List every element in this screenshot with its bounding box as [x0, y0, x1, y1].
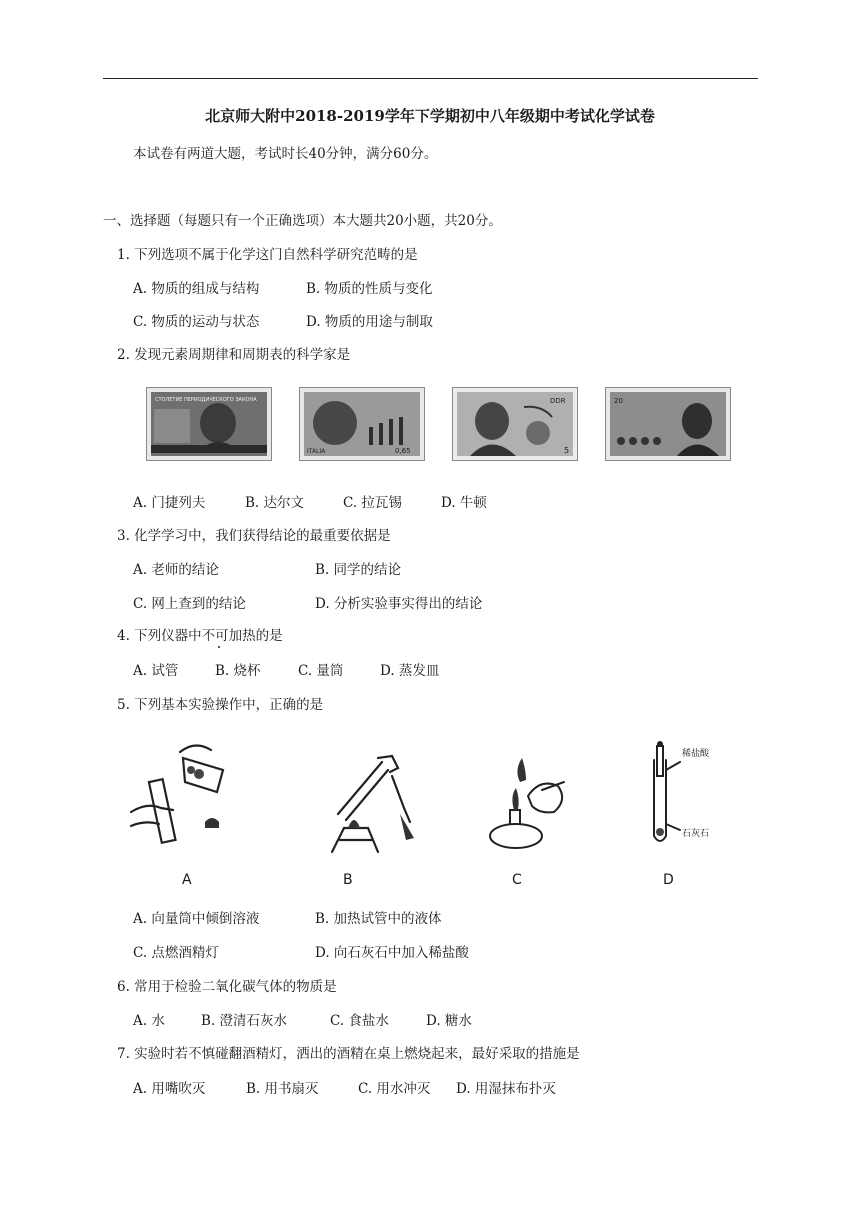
option: C. 量筒: [298, 663, 344, 679]
option: A. 水: [133, 1013, 165, 1029]
figure-a-pouring: [125, 740, 245, 850]
question-stem: 2. 发现元素周期律和周期表的科学家是: [117, 347, 351, 363]
option: A. 试管: [133, 663, 179, 679]
option: D. 用湿抹布扑灭: [456, 1081, 556, 1097]
option: B. 物质的性质与变化: [306, 281, 433, 297]
stamp-caption: СТОЛЕТИЕ ПЕРИОДИЧЕСКОГО ЗАКОНА: [155, 397, 257, 403]
option: B. 烧杯: [215, 663, 261, 679]
stamp-country: ITALIA: [307, 448, 326, 455]
option: B. 澄清石灰水: [201, 1013, 288, 1029]
option: D. 向石灰石中加入稀盐酸: [315, 945, 469, 961]
stamp-darwin: [299, 387, 425, 461]
stamp-newton: [605, 387, 731, 461]
figure-d-acid-limestone: [640, 740, 730, 852]
figure-label-a: A: [182, 872, 192, 888]
emphasis-dot: [218, 646, 220, 648]
figure-b-heating: [318, 748, 428, 854]
stamp-value: 0,65: [395, 447, 411, 455]
stamp-lavoisier: [452, 387, 578, 461]
option: D. 牛顿: [441, 495, 487, 511]
option: A. 物质的组成与结构: [133, 281, 260, 297]
stamp-mendeleev: [146, 387, 272, 461]
intro-text: 本试卷有两道大题，考试时长40分钟，满分60分。: [133, 146, 438, 162]
figure-label-c: C: [512, 872, 522, 888]
option: A. 用嘴吹灭: [133, 1081, 206, 1097]
option: D. 物质的用途与制取: [306, 314, 433, 330]
option: A. 向量筒中倾倒溶液: [133, 911, 260, 927]
option: A. 老师的结论: [133, 562, 219, 578]
question-stem: 3. 化学学习中，我们获得结论的最重要依据是: [117, 528, 391, 544]
page-title: 北京师大附中2018-2019学年下学期初中八年级期中考试化学试卷: [205, 107, 655, 125]
figure-label-d: D: [663, 872, 674, 888]
option: D. 糖水: [426, 1013, 472, 1029]
question-stem: 1. 下列选项不属于化学这门自然科学研究范畴的是: [117, 247, 418, 263]
option: B. 加热试管中的液体: [315, 911, 442, 927]
figure-c-lighting-lamp: [480, 752, 580, 852]
question-stem: 4. 下列仪器中不可加热的是: [117, 628, 283, 644]
question-stem: 5. 下列基本实验操作中，正确的是: [117, 697, 324, 713]
option: A. 门捷列夫: [133, 495, 206, 511]
header-rule: [103, 78, 758, 79]
option: B. 达尔文: [245, 495, 305, 511]
option: D. 分析实验事实得出的结论: [315, 596, 483, 612]
question-stem: 7. 实验时若不慎碰翻酒精灯，洒出的酒精在桌上燃烧起来，最好采取的措施是: [117, 1046, 580, 1062]
option: B. 用书扇灭: [246, 1081, 319, 1097]
stamp-value: 5: [564, 446, 570, 455]
option: C. 物质的运动与状态: [133, 314, 260, 330]
option: C. 食盐水: [330, 1013, 389, 1029]
option: C. 拉瓦锡: [343, 495, 402, 511]
figure-label-b: B: [343, 872, 353, 888]
option: C. 网上查到的结论: [133, 596, 246, 612]
option: C. 点燃酒精灯: [133, 945, 219, 961]
section-heading: 一、选择题（每题只有一个正确选项）本大题共20小题，共20分。: [103, 213, 502, 229]
option: D. 蒸发皿: [380, 663, 440, 679]
question-stem: 6. 常用于检验二氧化碳气体的物质是: [117, 979, 337, 995]
stamp-value: 20: [614, 397, 623, 405]
annot-acid: 稀盐酸: [682, 749, 710, 759]
annot-stone: 石灰石: [682, 829, 710, 839]
stamp-country: DDR: [550, 397, 566, 405]
option: B. 同学的结论: [315, 562, 402, 578]
option: C. 用水冲灭: [358, 1081, 431, 1097]
